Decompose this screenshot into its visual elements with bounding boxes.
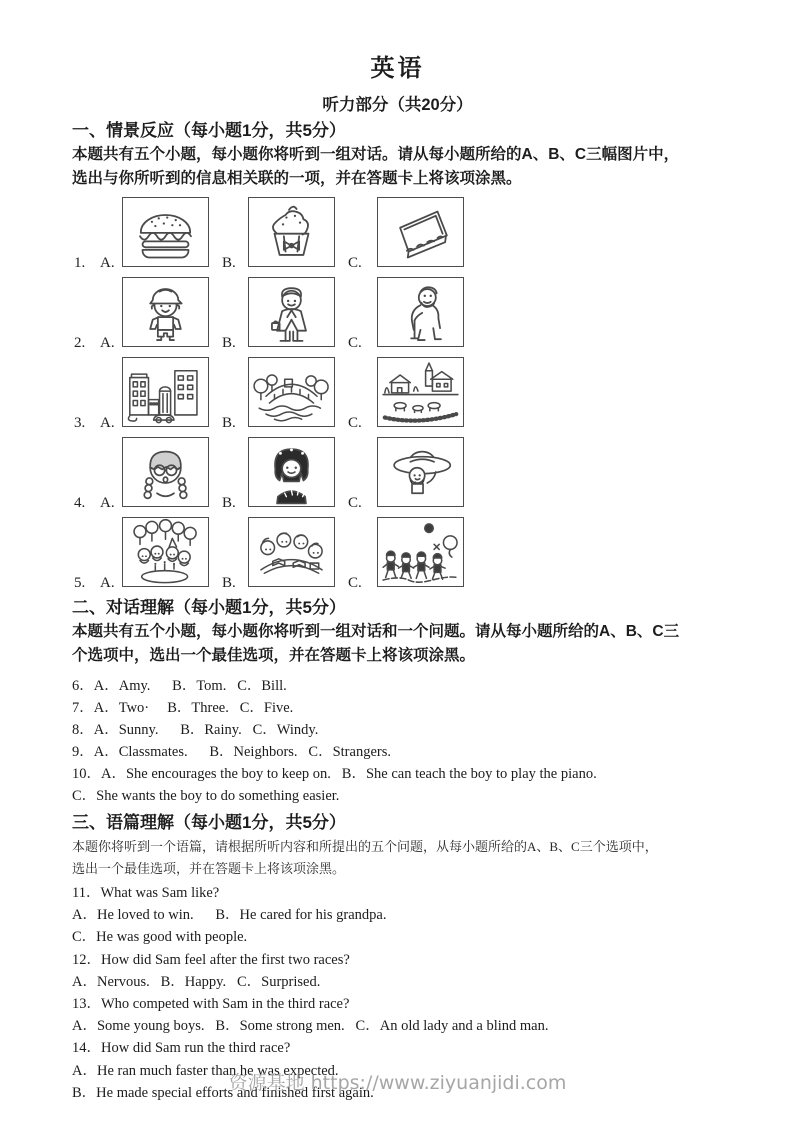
question-5-option-b-image [248,517,335,587]
question-4-option-a-image [122,437,209,507]
question-12-options: A．Nervous. B．Happy. C．Surprised. [72,973,321,990]
city-buildings-icon [123,358,208,426]
question-5-number: 5. [74,575,86,591]
question-11-options-ab: A．He loved to win. B．He cared for his grandpa. [72,907,387,924]
old-man-with-cane-icon [378,278,463,346]
question-5-option-a-image [122,517,209,587]
question-4-row [72,437,737,511]
question-1-row [72,197,737,271]
question-2-number: 2. [74,335,86,351]
question-10: 10．A．She encourages the boy to keep on. B．She can teach the boy to play the piano. [72,766,597,782]
part1-instruction-line2: 选出与你所听到的信息相关联的一项，并在答题卡上将该项涂黑。 [72,170,522,187]
park-with-bridge-icon [249,358,334,426]
hamburger-icon [123,198,208,266]
part1-heading: 一、情景反应（每小题1分，共5分） [72,121,346,140]
part2-instruction-line1: 本题共有五个小题，每小题你将听到一组对话和一个问题。请从每小题所给的A、B、C三 [72,623,680,640]
question-2-option-c-image [377,277,464,347]
sandwich-icon [378,198,463,266]
question-5-row [72,517,737,591]
kids-reading-at-table-icon [249,518,334,586]
question-1-option-c-label: C. [348,255,362,271]
question-7: 7．A．Two· B．Three. C．Five. [72,700,294,716]
question-3-option-a-image [122,357,209,427]
countryside-village-icon [378,358,463,426]
question-2-option-a-label: A. [100,335,115,351]
part1-instruction-line1: 本题共有五个小题，每小题你将听到一组对话。请从每小题所给的A、B、C三幅图片中， [72,146,680,163]
question-3-row [72,357,737,431]
girl-with-bob-hair-icon [249,438,334,506]
question-9: 9．A．Classmates. B．Neighbors. C．Strangers. [72,744,391,760]
question-10-option-c: C．She wants the boy to do something easier. [72,788,340,804]
question-3-option-c-image [377,357,464,427]
exam-title: 英语 [370,55,425,82]
question-14-option-a: A．He ran much faster than he was expected. [72,1062,339,1079]
question-1-option-a-label: A. [100,255,115,271]
question-5-option-c-image [377,517,464,587]
question-4-option-b-label: B. [222,495,236,511]
question-8: 8．A．Sunny. B．Rainy. C．Windy. [72,722,319,738]
girl-with-glasses-and-braids-icon [123,438,208,506]
part3-instruction-line1: 本题你将听到一个语篇，请根据所听内容和所提出的五个问题，从每小题所给的A、B、C三个选项中， [72,839,658,854]
question-11-option-c: C．He was good with people. [72,929,248,946]
question-12: 12．How did Sam feel after the first two races? [72,951,350,968]
question-3-number: 3. [74,415,86,431]
question-1-number: 1. [74,255,86,271]
boy-with-cap-icon [123,278,208,346]
question-1-option-b-image [248,197,335,267]
question-11: 11．What was Sam like? [72,885,220,901]
question-2-row [72,277,737,351]
question-2-option-b-image [248,277,335,347]
question-3-option-a-label: A. [100,415,115,431]
question-13-options: A．Some young boys. B．Some strong men. C．An old lady and a blind man. [72,1018,549,1035]
kids-playing-outdoors-icon [378,518,463,586]
question-4-option-c-label: C. [348,495,362,511]
question-2-option-c-label: C. [348,335,362,351]
part3-heading: 三、语篇理解（每小题1分，共5分） [72,813,346,832]
question-1-option-a-image [122,197,209,267]
part2-items [72,675,737,807]
part3-instruction-line2: 选出一个最佳选项，并在答题卡上将该项涂黑。 [72,861,346,876]
picture-options-grid [72,197,737,591]
question-5-option-a-label: A. [100,575,115,591]
question-2-option-a-image [122,277,209,347]
listening-section-title: 听力部分（共20分） [322,96,473,114]
question-3-option-c-label: C. [348,415,362,431]
watermark: 资源基地 https://www.ziyuanjidi.com [228,1072,567,1094]
question-3-option-b-label: B. [222,415,236,431]
cupcake-icon [249,198,334,266]
question-4-number: 4. [74,495,86,511]
question-4-option-c-image [377,437,464,507]
question-14: 14．How did Sam run the third race? [72,1040,291,1057]
girl-with-sun-hat-icon [378,438,463,506]
question-1-option-c-image [377,197,464,267]
part2-instruction-line2: 个选项中，选出一个最佳选项，并在答题卡上将该项涂黑。 [72,647,476,664]
question-3-option-b-image [248,357,335,427]
birthday-party-icon [123,518,208,586]
question-1-option-b-label: B. [222,255,236,271]
question-13: 13．Who competed with Sam in the third race? [72,996,350,1013]
question-14-option-b: B．He made special efforts and finished first again. [72,1084,374,1101]
question-5-option-c-label: C. [348,575,362,591]
question-4-option-b-image [248,437,335,507]
question-6: 6．A．Amy. B．Tom. C．Bill. [72,678,287,694]
question-5-option-b-label: B. [222,575,236,591]
part2-heading: 二、对话理解（每小题1分，共5分） [72,598,346,617]
man-in-suit-icon [249,278,334,346]
question-2-option-b-label: B. [222,335,236,351]
question-4-option-a-label: A. [100,495,115,511]
